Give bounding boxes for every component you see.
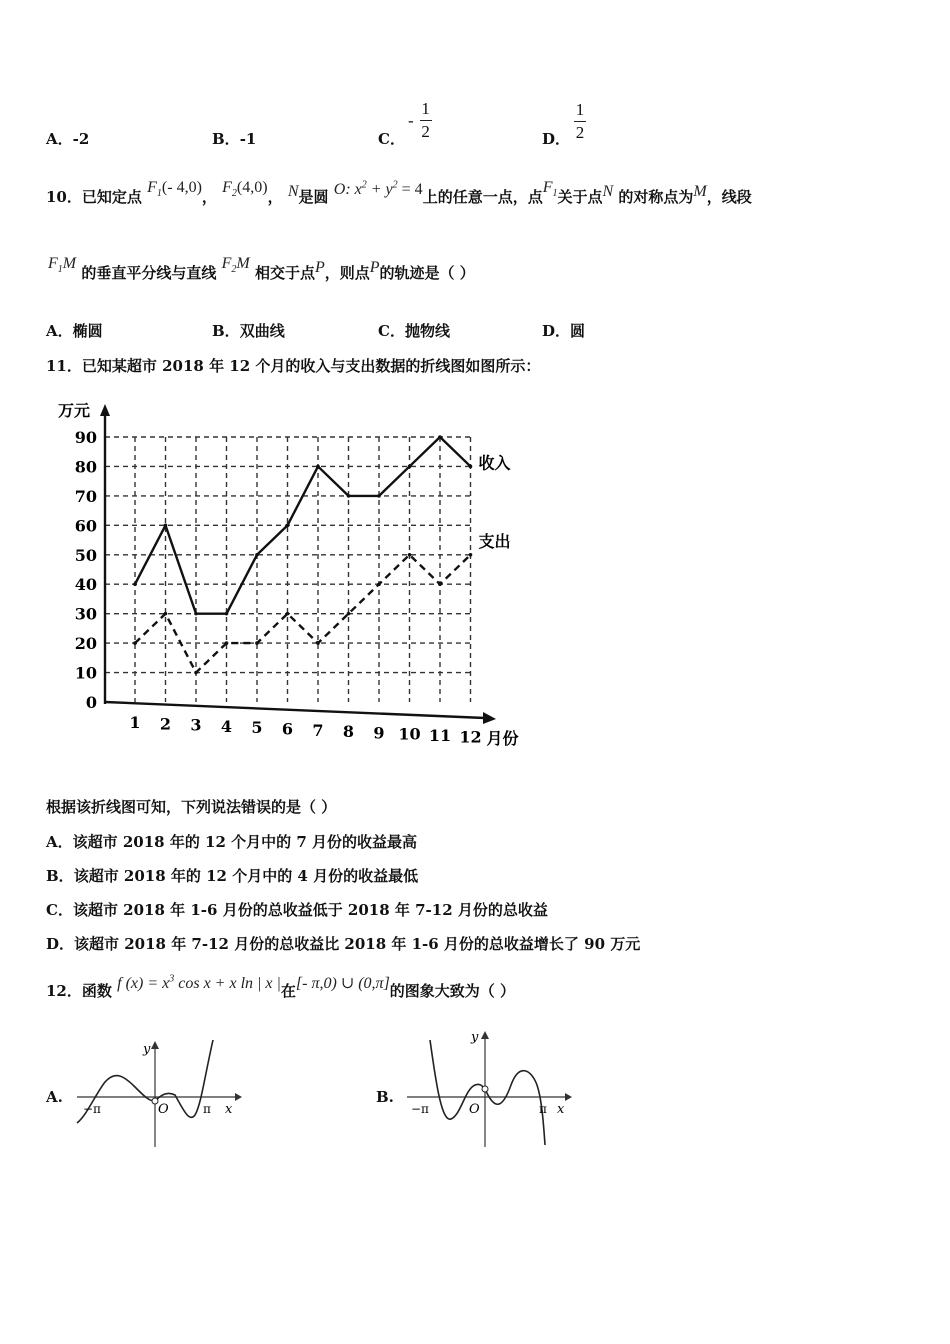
q9-option-c-label: C． — [378, 130, 405, 148]
y-tick-label: 30 — [74, 604, 97, 624]
q10-option-c: C．抛物线 — [378, 322, 450, 340]
x-axis-arrow — [565, 1093, 572, 1101]
y-tick-label: 70 — [74, 486, 97, 506]
x-tick-label: 12 — [459, 727, 482, 747]
x-axis-title: 月份 — [486, 729, 519, 748]
data-point — [316, 641, 320, 645]
y-label: y — [143, 1042, 151, 1057]
y-tick-label: 0 — [85, 693, 97, 712]
data-point — [225, 612, 229, 616]
q9-option-c-value: - $\frac{1}{2}$ — [408, 99, 430, 141]
data-point — [316, 465, 320, 469]
data-point — [255, 641, 259, 645]
x-tick-label: 5 — [251, 718, 263, 738]
x-tick-label: 4 — [220, 716, 233, 736]
x-tick-label: 8 — [342, 722, 355, 742]
q11-option-d: D．该超市 2018 年 7-12 月份的总收益比 2018 年 1-6 月份的总收益增长了 90 万元 — [46, 935, 641, 953]
y-tick-label: 80 — [74, 457, 97, 477]
q9-option-b: B．-1 — [212, 130, 257, 148]
data-point — [194, 671, 198, 675]
q11-option-c: C．该超市 2018 年 1-6 月份的总收益低于 2018 年 7-12 月份的总收益 — [46, 901, 548, 919]
q10-option-b: B．双曲线 — [212, 322, 285, 340]
data-point — [408, 553, 412, 557]
y-tick-label: 60 — [74, 516, 97, 536]
q10-option-a: A．椭圆 — [46, 322, 103, 340]
y-axis-arrow — [100, 404, 110, 416]
origin-label: O — [469, 1102, 480, 1117]
data-point — [286, 524, 290, 528]
data-point — [255, 553, 259, 557]
data-point — [133, 641, 137, 645]
neg-pi-label: −π — [83, 1102, 101, 1116]
q12-stem: 12．函数 f $(x) = x^3$ cos x + x ln | x |在[- π,0) ∪ (0,π]的图象大致为（ ） — [46, 973, 516, 1000]
x-tick-label: 1 — [129, 713, 141, 732]
y-axis-title: 万元 — [58, 401, 91, 420]
legend-label: 支出 — [478, 531, 511, 551]
data-point — [347, 494, 351, 498]
y-label: y — [471, 1030, 479, 1045]
q10-stem-line2: $F_1M$ 的垂直平分线与直线 $F_2M$ 相交于点P，则点P的轨迹是（ ） — [48, 255, 475, 282]
data-point — [438, 582, 442, 586]
data-point — [225, 641, 229, 645]
x-axis-arrow — [483, 712, 496, 724]
origin-label: O — [158, 1102, 169, 1117]
q9-option-d-value: $\frac{1}{2}$ — [575, 100, 585, 142]
pi-label: π — [203, 1102, 211, 1116]
chart-grid — [105, 437, 471, 702]
x-label: x — [557, 1102, 565, 1117]
neg-pi-label: −π — [411, 1102, 429, 1116]
q11-option-a: A．该超市 2018 年的 12 个月中的 7 月份的收益最高 — [46, 833, 418, 851]
q12-option-a-label: A. — [46, 1088, 63, 1106]
x-tick-label: 6 — [281, 719, 294, 739]
x-tick-label: 11 — [428, 726, 452, 745]
q10-stem-line1: 10．已知定点 $F_1(-$ 4,0)， $F_2(4,0)$， N是圆 O: $x^2 + y^2 = 4$上的任意一点，点$F_1$关于点N 的对称点为M，线段 — [46, 179, 752, 206]
y-tick-label: 50 — [74, 545, 97, 565]
data-point — [194, 612, 198, 616]
q12-option-b-label: B. — [376, 1088, 394, 1106]
y-axis-arrow — [151, 1041, 159, 1049]
q12-graph-a — [75, 1035, 245, 1150]
q10-option-d: D．圆 — [542, 322, 586, 340]
q9-option-a: A．-2 — [46, 130, 90, 148]
data-point — [469, 465, 473, 469]
legend-label: 收入 — [478, 453, 511, 473]
y-tick-label: 40 — [74, 575, 97, 595]
x-tick-label: 10 — [398, 724, 421, 744]
data-point — [347, 612, 351, 616]
q11-option-b: B．该超市 2018 年的 12 个月中的 4 月份的收益最低 — [46, 867, 419, 885]
q9-option-d-label: D． — [542, 130, 571, 148]
data-point — [377, 494, 381, 498]
x-tick-label: 9 — [373, 723, 385, 743]
q12-graph-b — [405, 1025, 575, 1150]
data-point — [164, 612, 168, 616]
y-tick-label: 90 — [74, 428, 97, 447]
data-point — [164, 524, 168, 528]
data-point — [469, 553, 473, 557]
y-axis-arrow — [481, 1031, 489, 1039]
data-point — [377, 582, 381, 586]
data-point — [286, 612, 290, 616]
x-tick-label: 3 — [190, 715, 202, 735]
data-point — [133, 582, 137, 586]
chart-axes — [100, 404, 496, 724]
q11-line-chart — [40, 392, 540, 757]
y-tick-label: 20 — [74, 634, 97, 654]
data-point — [408, 465, 412, 469]
function-curve — [430, 1040, 545, 1145]
x-axis-arrow — [235, 1093, 242, 1101]
pi-label: π — [539, 1102, 547, 1116]
y-tick-label: 10 — [74, 663, 97, 683]
x-tick-label: 2 — [159, 714, 172, 734]
q11-stem: 11．已知某超市 2018 年 12 个月的收入与支出数据的折线图如图所示： — [46, 357, 541, 375]
x-label: x — [225, 1102, 233, 1117]
x-tick-label: 7 — [312, 720, 324, 740]
origin-hole — [482, 1086, 488, 1092]
q11-question: 根据该折线图可知，下列说法错误的是（ ） — [46, 798, 337, 816]
data-point — [438, 435, 442, 439]
